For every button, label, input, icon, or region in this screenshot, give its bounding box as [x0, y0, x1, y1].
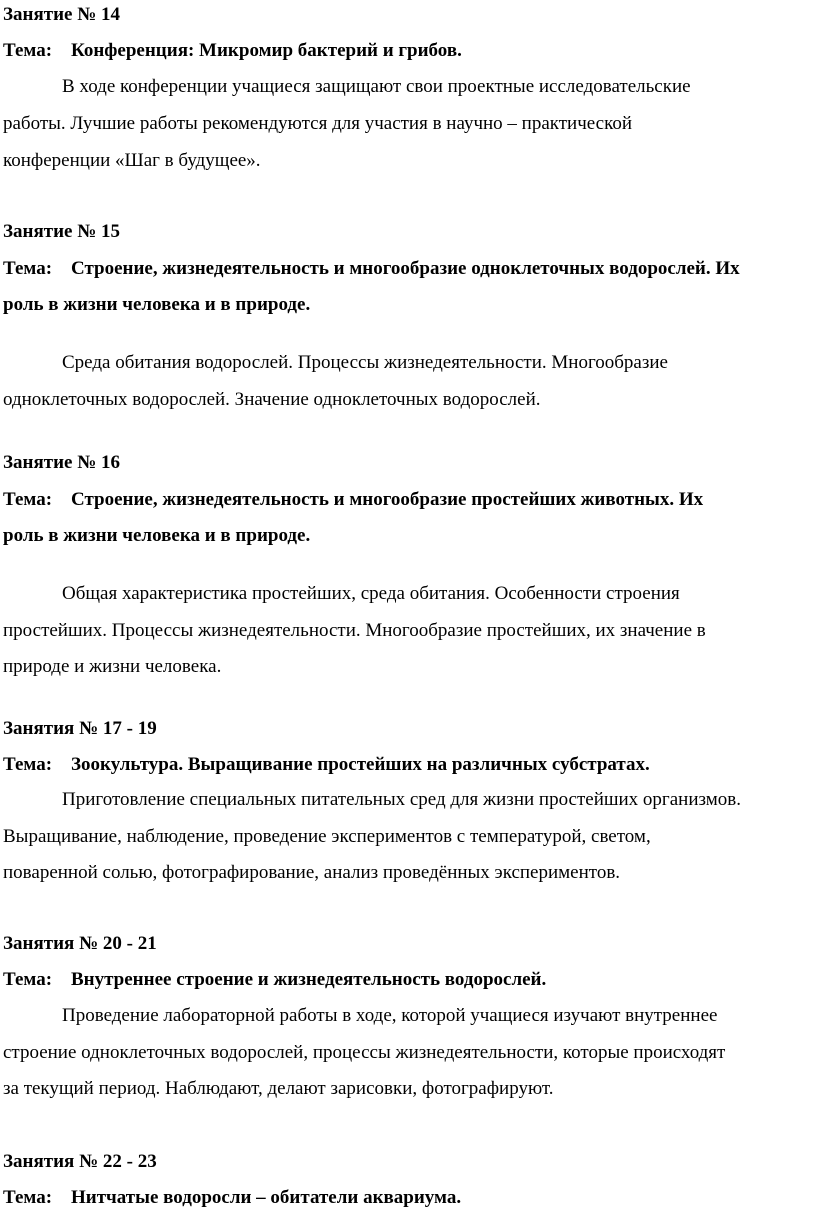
- lesson-17-19-topic-line-1: Зоокультура. Выращивание простейших на различных субстратах.: [71, 754, 650, 775]
- lesson-14-body-line-3: конференции «Шаг в будущее».: [3, 150, 261, 171]
- tema-label: Тема:: [3, 969, 53, 990]
- lesson-16-topic-line-2: роль в жизни человека и в природе.: [3, 525, 311, 546]
- lesson-20-21-topic: [3, 968, 546, 992]
- lesson-15-number: Занятие № 15: [3, 221, 121, 242]
- tema-label: Тема:: [3, 1187, 53, 1208]
- lesson-17-19-topic: [3, 753, 650, 777]
- lesson-16-body-line-2: простейших. Процессы жизнедеятельности. Многообразие простейших, их значение в: [3, 620, 706, 641]
- lesson-15-topic: [3, 257, 740, 281]
- lesson-20-21-body-line-2: строение одноклеточных водорослей, процессы жизнедеятельности, которые происходят: [3, 1042, 726, 1063]
- lesson-15-topic-line-1: Строение, жизнедеятельность и многообразие одноклеточных водорослей. Их: [71, 258, 740, 279]
- lesson-16-topic: [3, 488, 703, 512]
- lesson-22-23-topic-line-1: Нитчатые водоросли – обитатели аквариума.: [71, 1187, 462, 1208]
- tema-label: Тема:: [3, 754, 53, 775]
- tema-label: Тема:: [3, 258, 53, 279]
- lesson-20-21-number: Занятия № 20 - 21: [3, 933, 157, 954]
- lesson-16-body-line-1: Общая характеристика простейших, среда обитания. Особенности строения: [62, 583, 680, 604]
- lesson-17-19-number: Занятия № 17 - 19: [3, 718, 157, 739]
- lesson-14-body-line-1: В ходе конференции учащиеся защищают свои проектные исследовательские: [62, 76, 691, 97]
- lesson-15-body-line-2: одноклеточных водорослей. Значение одноклеточных водорослей.: [3, 389, 541, 410]
- lesson-22-23-number: Занятия № 22 - 23: [3, 1151, 157, 1172]
- lesson-22-23-topic: [3, 1186, 461, 1210]
- lesson-17-19-body-line-1: Приготовление специальных питательных сред для жизни простейших организмов.: [62, 789, 741, 810]
- lesson-16-number: Занятие № 16: [3, 452, 121, 473]
- lesson-20-21-body-line-1: Проведение лабораторной работы в ходе, которой учащиеся изучают внутреннее: [62, 1005, 718, 1026]
- lesson-17-19-body-line-2: Выращивание, наблюдение, проведение экспериментов с температурой, светом,: [3, 826, 651, 847]
- tema-label: Тема:: [3, 40, 53, 61]
- tema-label: Тема:: [3, 489, 53, 510]
- lesson-20-21-topic-line-1: Внутреннее строение и жизнедеятельность водорослей.: [71, 969, 547, 990]
- lesson-16-body-line-3: природе и жизни человека.: [3, 656, 222, 677]
- lesson-16-topic-line-1: Строение, жизнедеятельность и многообразие простейших животных. Их: [71, 489, 704, 510]
- lesson-15-topic-line-2: роль в жизни человека и в природе.: [3, 294, 311, 315]
- lesson-14-body-line-2: работы. Лучшие работы рекомендуются для участия в научно – практической: [3, 113, 633, 134]
- lesson-14-number: Занятие № 14: [3, 4, 121, 25]
- lesson-14-topic: [3, 39, 462, 63]
- lesson-17-19-body-line-3: поваренной солью, фотографирование, анализ проведённых экспериментов.: [3, 862, 621, 883]
- lesson-14-topic-line-1: Конференция: Микромир бактерий и грибов.: [71, 40, 462, 61]
- lesson-20-21-body-line-3: за текущий период. Наблюдают, делают зарисовки, фотографируют.: [3, 1078, 554, 1099]
- lesson-15-body-line-1: Среда обитания водорослей. Процессы жизнедеятельности. Многообразие: [62, 352, 668, 373]
